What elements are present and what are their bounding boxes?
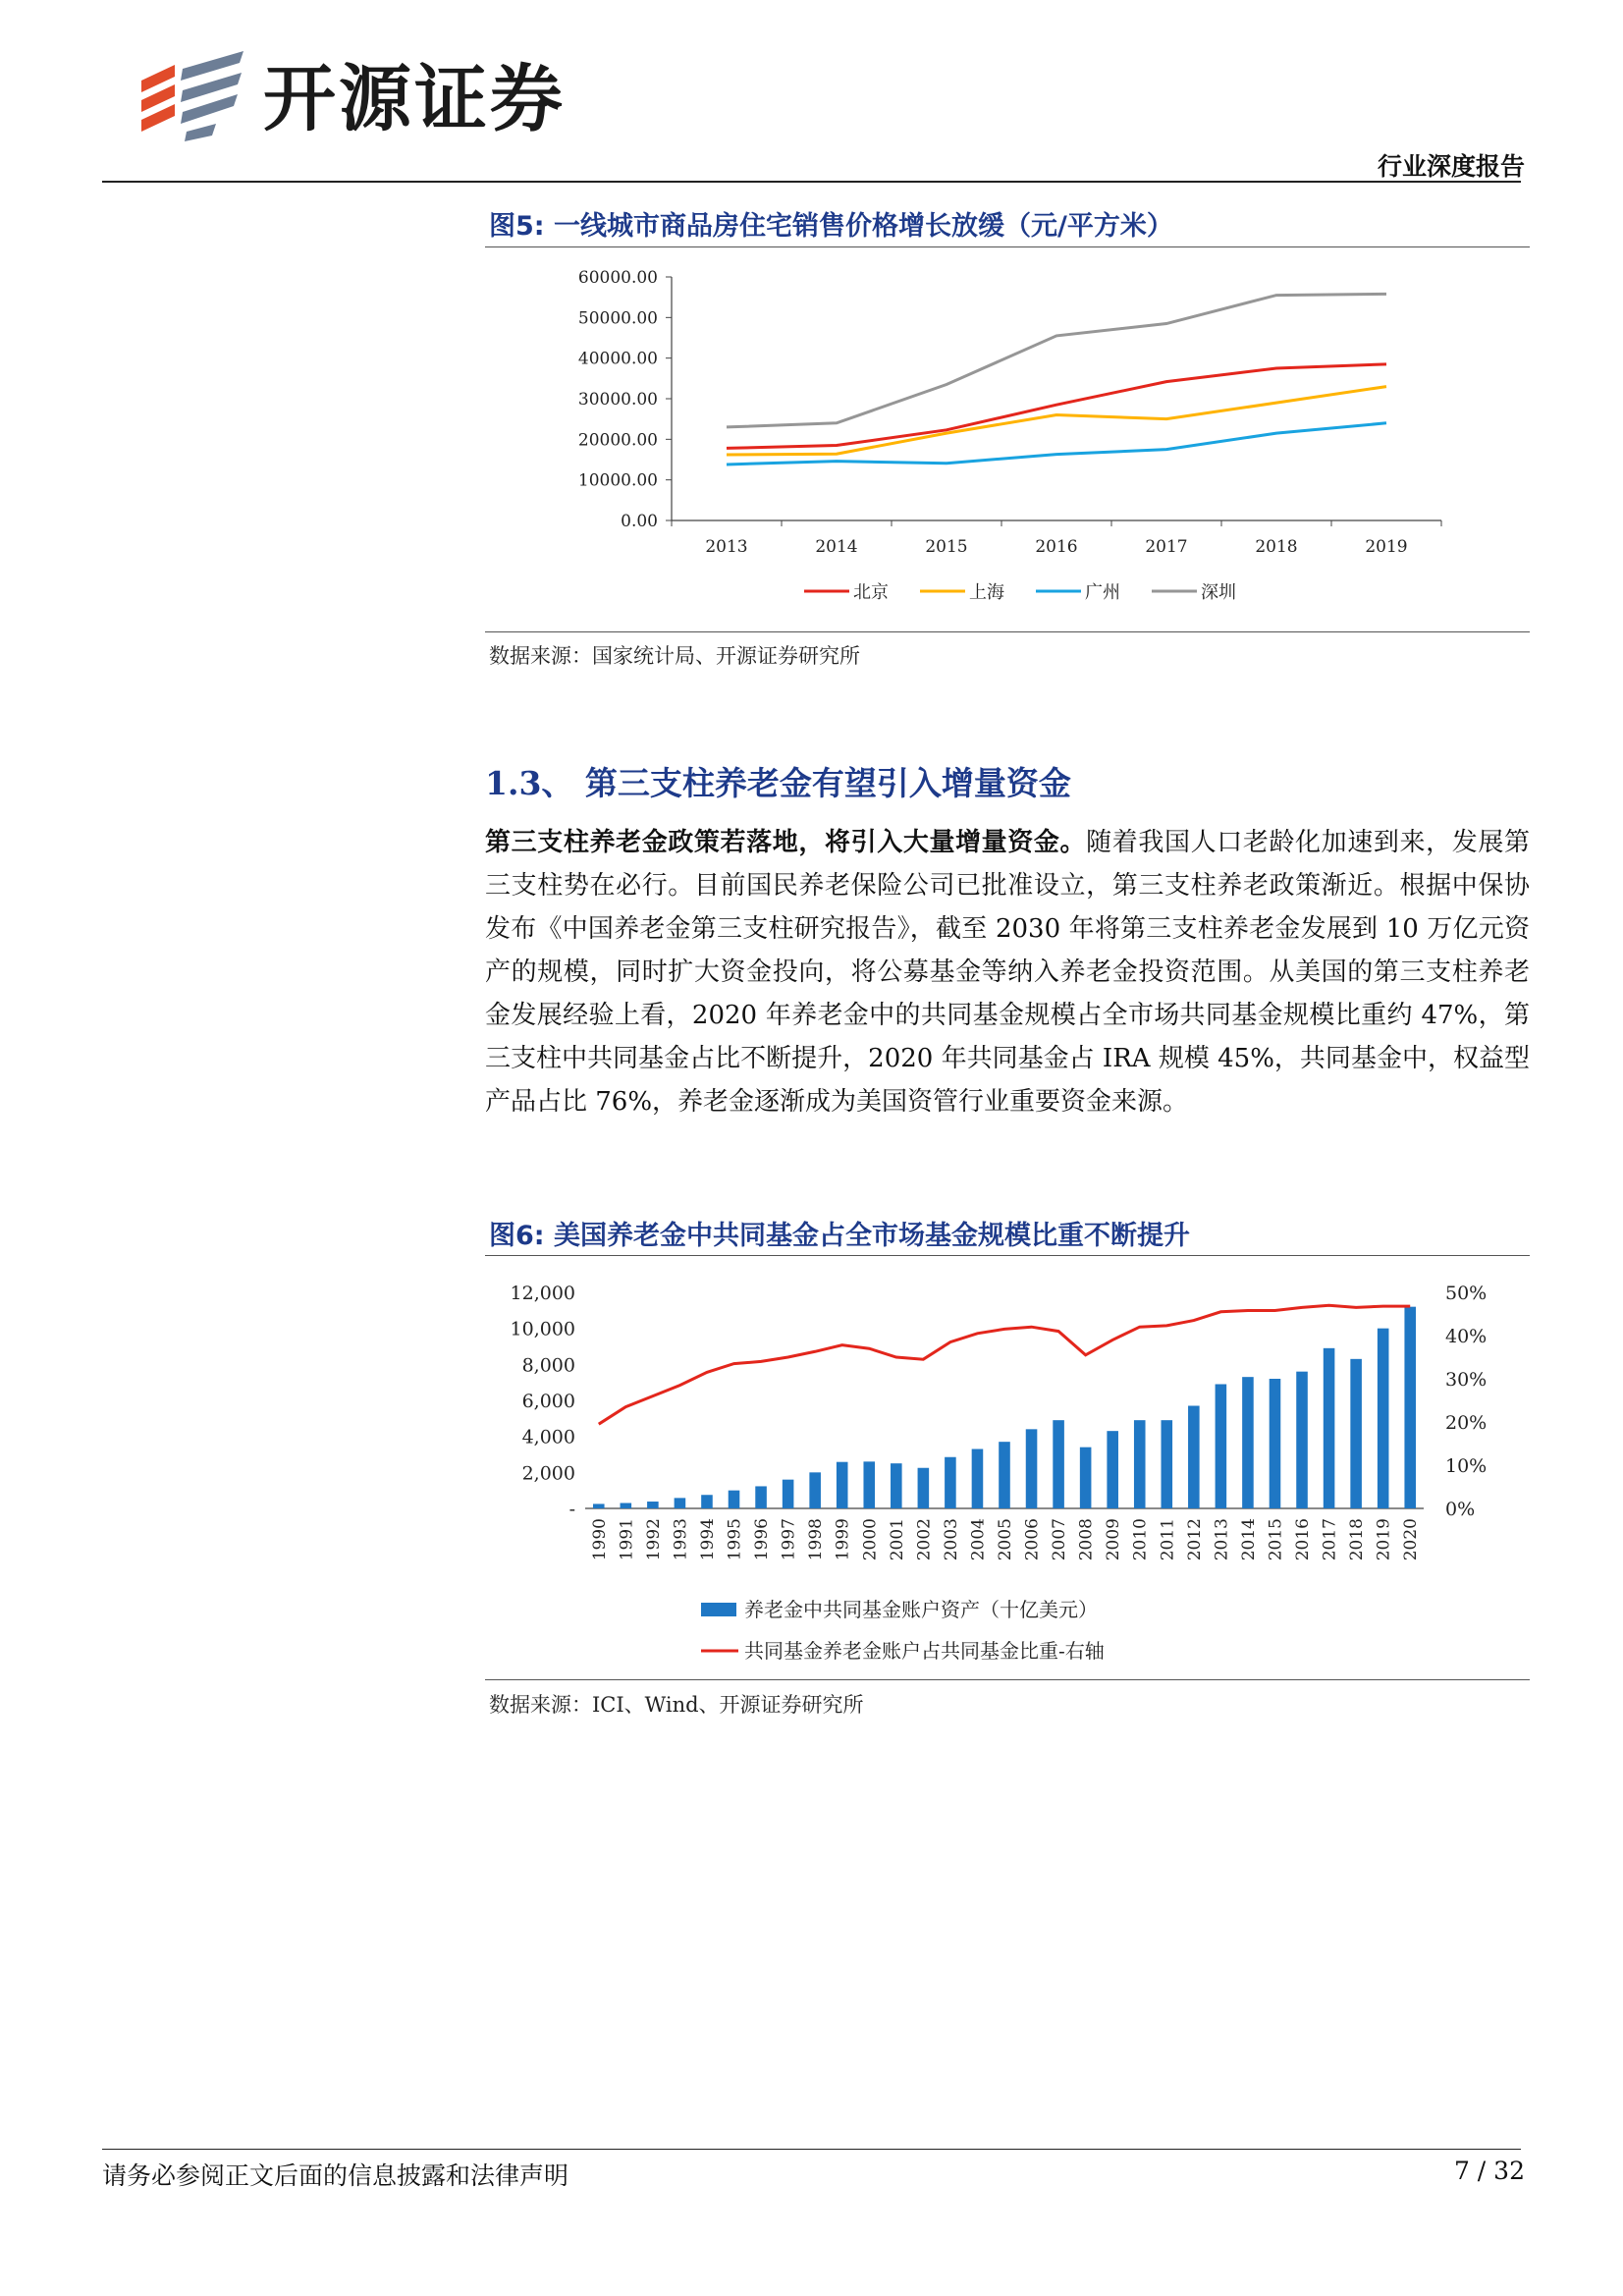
x-tick-label: 2013: [705, 537, 748, 557]
x-tick-label: 1998: [806, 1518, 827, 1561]
figure6-top-rule: [485, 1255, 1530, 1256]
footer-divider: [102, 2149, 1521, 2150]
bar-2013: [1216, 1385, 1227, 1509]
bar-2019: [1378, 1329, 1389, 1508]
bar-2017: [1324, 1348, 1335, 1508]
x-tick-label: 2000: [860, 1518, 881, 1561]
x-tick-label: 1995: [725, 1518, 745, 1561]
body-text: 随着我国人口老龄化加速到来，发展第三支柱势在必行。目前国民养老保险公司已批准设立，第三支柱养老政策渐近。根据中保协发布《中国养老金第三支柱研究报告》，截至 2030 年将第三支柱养老金发展到 10 万亿元资产的规模，同时扩大资金投向，将公募基金等纳入养老金投资范围。从美国的第三支柱养老金发展经验上看，2020 年养老金中的共同基金规模占全市场共同基金规模比重约 47%，第三支柱中共同基金占比不断提升，2020 年共同基金占 IRA 规模 45%，共同基金中，权益型产品占比 76%，养老金逐渐成为美国资管行业重要资金来源。: [485, 828, 1530, 1117]
figure5-top-rule: [485, 246, 1530, 247]
y-tick-label: 0.00: [621, 512, 658, 531]
left-y-tick-label: 12,000: [510, 1283, 575, 1304]
page-number: 7 / 32: [1453, 2157, 1525, 2185]
x-tick-label: 2018: [1347, 1518, 1368, 1561]
figure6-bottom-rule: [485, 1679, 1530, 1680]
figure5-bottom-rule: [485, 631, 1530, 632]
x-tick-label: 2007: [1050, 1518, 1070, 1561]
figure6-source: 数据来源：ICI、Wind、开源证券研究所: [489, 1693, 864, 1717]
left-y-tick-label: 2,000: [521, 1462, 575, 1485]
left-y-tick-label: 8,000: [521, 1354, 575, 1377]
footer-disclaimer: 请务必参阅正文后面的信息披露和法律声明: [102, 2161, 569, 2190]
bar-2007: [1053, 1420, 1064, 1508]
figure5-source: 数据来源：国家统计局、开源证券研究所: [489, 644, 860, 668]
x-tick-label: 2015: [1266, 1518, 1286, 1561]
bar-1994: [701, 1495, 713, 1508]
bar-1999: [837, 1462, 848, 1508]
right-y-tick-label: 0%: [1445, 1499, 1476, 1520]
bar-2011: [1162, 1420, 1173, 1508]
left-y-tick-label: -: [568, 1499, 575, 1520]
y-tick-label: 50000.00: [577, 308, 658, 329]
legend-swatch-bar: [701, 1603, 736, 1616]
x-tick-label: 2018: [1255, 537, 1298, 557]
bar-1991: [621, 1503, 632, 1509]
x-tick-label: 2010: [1130, 1518, 1151, 1561]
bar-2005: [999, 1442, 1010, 1508]
bar-1997: [783, 1480, 794, 1508]
right-y-tick-label: 20%: [1445, 1412, 1488, 1434]
bar-2001: [891, 1463, 902, 1508]
bar-2016: [1296, 1372, 1308, 1508]
bar-2020: [1404, 1307, 1416, 1508]
header-divider: [102, 181, 1521, 183]
bar-2006: [1026, 1429, 1038, 1508]
bar-2002: [918, 1468, 930, 1508]
x-tick-label: 2014: [815, 537, 858, 557]
bar-2018: [1350, 1359, 1362, 1508]
bar-1995: [729, 1491, 740, 1508]
bar-2004: [972, 1449, 984, 1509]
x-tick-label: 2012: [1184, 1518, 1205, 1561]
x-tick-label: 1999: [833, 1518, 853, 1561]
x-tick-label: 1996: [752, 1518, 773, 1561]
legend-label-line: 共同基金养老金账户占共同基金比重-右轴: [744, 1639, 1105, 1663]
bar-2014: [1242, 1377, 1254, 1508]
series-line-深圳: [727, 294, 1386, 427]
pension-fund-combo-chart: [485, 1259, 1530, 1671]
x-tick-label: 2004: [968, 1518, 989, 1561]
left-y-tick-label: 10,000: [510, 1318, 575, 1340]
bar-1990: [593, 1503, 605, 1508]
bar-1992: [647, 1502, 659, 1508]
figure5-title: 图5: 一线城市商品房住宅销售价格增长放缓（元/平方米）: [489, 211, 1173, 242]
brand-name: 开源证券: [263, 57, 566, 141]
bar-2009: [1107, 1431, 1118, 1508]
x-tick-label: 2009: [1104, 1518, 1124, 1561]
section-heading: 1.3、 第三支柱养老金有望引入增量资金: [485, 764, 1071, 802]
bar-1993: [675, 1498, 686, 1508]
body-paragraph: [485, 821, 1530, 1123]
x-tick-label: 1993: [671, 1518, 691, 1561]
x-tick-label: 1994: [697, 1518, 718, 1561]
x-tick-label: 2011: [1158, 1518, 1178, 1561]
y-tick-label: 60000.00: [577, 268, 658, 288]
left-y-tick-label: 4,000: [521, 1426, 575, 1449]
y-tick-label: 30000.00: [577, 390, 658, 410]
x-tick-label: 2015: [925, 537, 968, 557]
x-tick-label: 2008: [1076, 1518, 1097, 1561]
left-y-tick-label: 6,000: [521, 1391, 575, 1412]
right-y-tick-label: 30%: [1445, 1369, 1488, 1391]
legend-label: 北京: [853, 582, 889, 603]
bar-2000: [863, 1461, 875, 1508]
logo-icon: [135, 51, 253, 141]
x-tick-label: 2019: [1365, 537, 1408, 557]
legend-label: 深圳: [1201, 582, 1236, 603]
x-tick-label: 1997: [779, 1518, 799, 1561]
bar-1998: [809, 1472, 821, 1508]
x-tick-label: 2016: [1293, 1518, 1314, 1561]
x-tick-label: 2003: [941, 1518, 961, 1561]
legend-label: 上海: [969, 582, 1004, 603]
right-y-tick-label: 10%: [1445, 1455, 1488, 1477]
bar-2012: [1188, 1406, 1200, 1509]
x-tick-label: 2017: [1320, 1518, 1340, 1561]
bar-2015: [1270, 1379, 1281, 1508]
x-tick-label: 2016: [1035, 537, 1078, 557]
right-y-tick-label: 40%: [1445, 1326, 1488, 1347]
x-tick-label: 2017: [1145, 537, 1188, 557]
bar-2008: [1080, 1448, 1092, 1508]
y-tick-label: 20000.00: [577, 430, 658, 451]
bar-1996: [755, 1486, 767, 1508]
x-tick-label: 2002: [914, 1518, 935, 1561]
legend-label-bar: 养老金中共同基金账户资产（十亿美元）: [744, 1598, 1098, 1621]
right-y-tick-label: 50%: [1445, 1283, 1488, 1304]
bar-2003: [945, 1457, 956, 1508]
y-tick-label: 40000.00: [577, 349, 658, 369]
x-tick-label: 1991: [617, 1518, 637, 1561]
x-tick-label: 1990: [589, 1518, 610, 1561]
x-tick-label: 2013: [1212, 1518, 1232, 1561]
figure6-title: 图6: 美国养老金中共同基金占全市场基金规模比重不断提升: [489, 1221, 1190, 1251]
report-type-label: 行业深度报告: [1377, 152, 1525, 181]
body-lead-sentence: 第三支柱养老金政策若落地，将引入大量增量资金。: [485, 828, 1087, 857]
share-line: [599, 1305, 1410, 1424]
legend-label: 广州: [1085, 582, 1120, 603]
series-line-北京: [727, 364, 1386, 449]
series-line-广州: [727, 423, 1386, 465]
x-tick-label: 2001: [887, 1518, 907, 1561]
x-tick-label: 1992: [643, 1518, 664, 1561]
x-tick-label: 2006: [1022, 1518, 1043, 1561]
y-tick-label: 10000.00: [577, 470, 658, 491]
x-tick-label: 2005: [996, 1518, 1015, 1561]
bar-2010: [1134, 1420, 1146, 1508]
housing-price-line-chart: [485, 251, 1530, 625]
x-tick-label: 2014: [1238, 1518, 1259, 1561]
x-tick-label: 2019: [1374, 1518, 1394, 1561]
x-tick-label: 2020: [1401, 1518, 1422, 1561]
